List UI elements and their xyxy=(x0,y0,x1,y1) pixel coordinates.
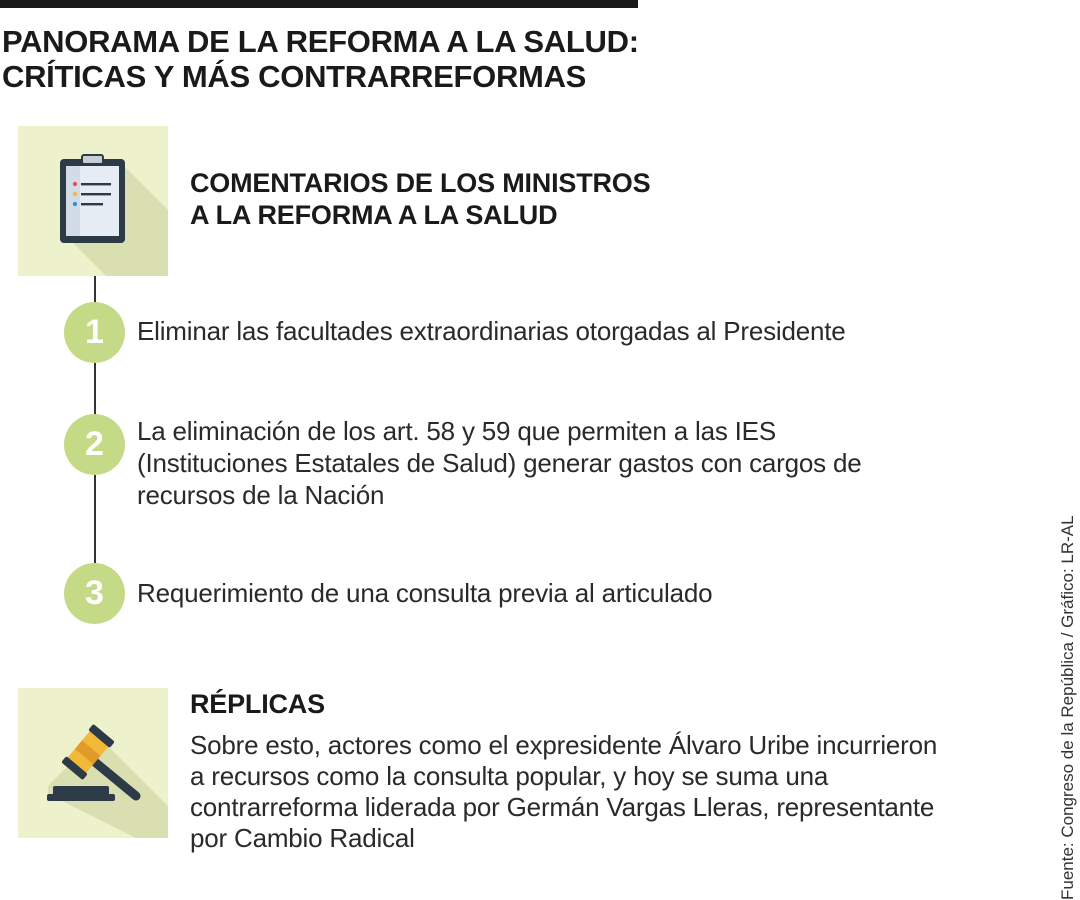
gavel-icon-box xyxy=(18,688,168,838)
clipboard-icon-box xyxy=(18,126,168,276)
page-title-line-1: PANORAMA DE LA REFORMA A LA SALUD: xyxy=(2,24,639,59)
list-item-2-line-1: La eliminación de los art. 58 y 59 que permiten a las IES xyxy=(137,416,776,446)
replicas-body-line-2: a recursos como la consulta popular, y hoy se suma una xyxy=(190,761,829,791)
list-item-1 xyxy=(137,315,1017,347)
list-item-2-line-3: recursos de la Nación xyxy=(137,480,385,510)
list-item-2-line-2: (Instituciones Estatales de Salud) generar gastos con cargos de xyxy=(137,448,862,478)
replicas-body xyxy=(190,730,1050,854)
list-item-1-line-1: Eliminar las facultades extraordinarias otorgadas al Presidente xyxy=(137,316,846,346)
replicas-body-line-1: Sobre esto, actores como el expresidente Álvaro Uribe incurrieron xyxy=(190,730,938,760)
page-title xyxy=(2,24,639,94)
replicas-body-line-4: por Cambio Radical xyxy=(190,823,415,853)
section-heading-replicas: RÉPLICAS xyxy=(190,689,325,719)
replicas-body-line-3: contrarreforma liderada por Germán Vargas Lleras, representante xyxy=(190,792,935,822)
section-heading-line-1: COMENTARIOS DE LOS MINISTROS xyxy=(190,168,651,198)
list-item-3 xyxy=(137,577,1017,609)
list-item-3-line-1: Requerimiento de una consulta previa al articulado xyxy=(137,578,713,608)
source-credit: Fuente: Congreso de la República / Gráfico: LR-AL xyxy=(1058,515,1077,900)
gavel-icon xyxy=(18,688,168,838)
number-badge-2: 2 xyxy=(64,414,125,475)
list-item-2 xyxy=(137,415,1017,511)
clipboard-icon xyxy=(18,126,168,276)
page-title-line-2: CRÍTICAS Y MÁS CONTRARREFORMAS xyxy=(2,59,587,94)
number-badge-3: 3 xyxy=(64,563,125,624)
number-badge-1: 1 xyxy=(64,302,125,363)
section-heading-line-2: A LA REFORMA A LA SALUD xyxy=(190,200,558,230)
section-heading-ministros xyxy=(190,167,650,231)
top-rule xyxy=(0,0,638,8)
